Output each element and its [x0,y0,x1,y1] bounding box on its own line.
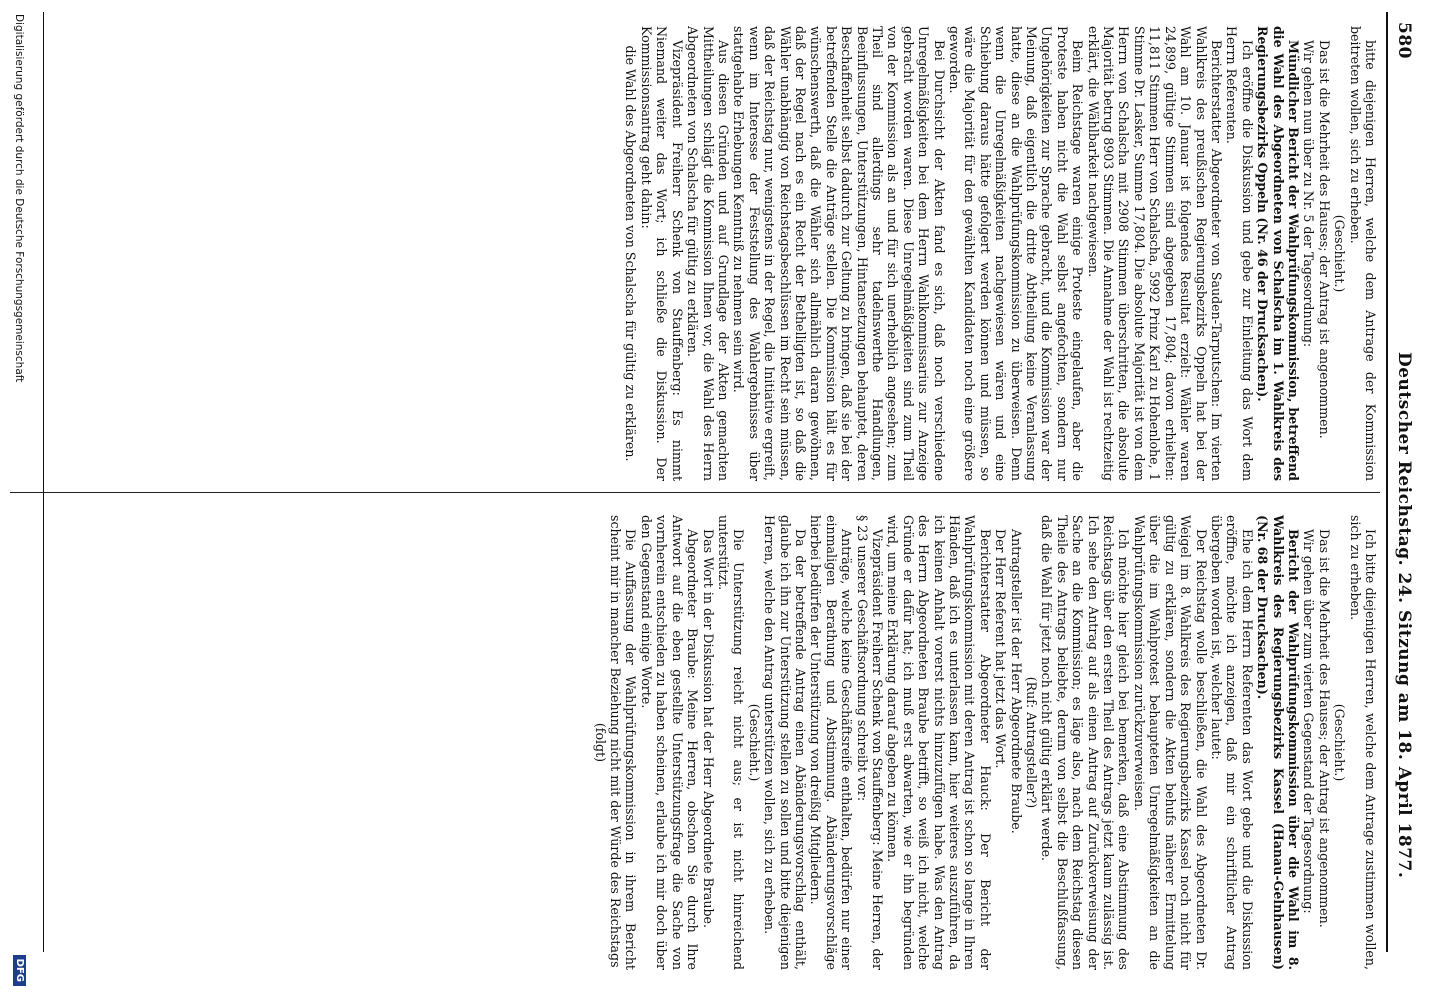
paragraph: Ehe ich dem Herrn Referenten das Wort gebe und die Diskussion eröffne, möchte ich anzeigen, daß mir ein schriftlicher Antrag übergeben worden ist, welcher lautet: [1208,515,1255,970]
paragraph: Wir gehen über zum vierten Gegenstand der Tagesordnung: [1301,529,1317,914]
centered-remark: (Geschieht.) [746,703,762,782]
centered-remark: (folgt) [592,722,608,763]
right-column [48,515,1378,970]
paragraph: Das ist die Mehrheit des Hauses; der Antrag ist angenommen. [1316,529,1332,928]
paragraph: Da der betreffende Antrag einen Abänderungsvorschlag enthält, glaube ich ihn zur Unterstützung stellen zu sollen und bitte diejenigen Herren, welche den Antrag unterstützen wollen, sich zu erheben. [762,515,808,970]
paragraph: Anträge, welche keine Geschäftsreife enthalten, bedürfen nur einer einmaligen Berathung und Abstimmung. Abänderungsvorschläge hierbei bedürfen der Unterstützung von dreißig Mitgliedern. [808,515,855,970]
page-header [1384,22,1424,922]
paragraph: Aus diesen Gründen und auf Grundlage der Akten gemachten Mittheilungen schlägt die Kommission Ihnen vor, die Wahl des Herrn Abgeordneten von Schalscha für gültig zu erklären. [685,26,731,481]
centered-remark: (Ruf: Antragsteller?) [1024,676,1040,809]
paragraph: bitte diejenigen Herren, welche dem Antrage der Kommission beitreten wollen, sich zu erheben. [1347,26,1378,481]
agenda-heading: Mündlicher Bericht der Wahlprüfungskommission, betreffend die Wahl des Abgeordneten von Schalscha im 1. Wahlkreis des Regierungsbezirks Oppeln (Nr. 46 der Drucksachen). [1255,26,1301,481]
left-column [48,26,1378,481]
paragraph: Berichterstatter Abgeordneter von Sauden-Tarputschen: Im vierten Wahlkreis des preußischen Regierungsbezirks Oppeln hat bei der Wahl am 10. Januar ist folgendes Resultat erzielt: Wähler waren 24,899, gültige Stimmen sind abgegeben 17,804; davon erhielten: 11,811 Stimmen Herr von Schalscha, 5992 Prinz Karl zu Hohenlohe, 1 Stimme Dr. Lasker, Summe 17,804. Die absolute Majorität ist von dem Herrn von Schalscha mit 2908 Stimmen überschritten, die absolute Majorität betrug 8903 Stimmen. Die Annahme der Wahl ist rechtzeitig erklärt, die Wählbarkeit nachgewiesen. [1085,26,1224,481]
footer-rule [43,12,44,952]
agenda-heading: Bericht der Wahlprüfungskommission über die Wahl im 8. Wahlkreis des Regierungsbezirks Kassel (Hanau-Gelnhausen) (Nr. 68 der Drucksachen). [1255,515,1301,970]
footer [13,0,26,1000]
paragraph: Antragsteller ist der Herr Abgeordnete Braube. [1008,529,1024,834]
paragraph: Die Unterstützung reicht nicht aus; er ist nicht hinreichend unterstützt. [715,515,747,970]
paragraph: Vizepräsident Freiherr Schenk von Stauffenberg: Meine Herren, der § 23 unserer Geschäftsordnung schreibt vor: [854,515,885,970]
paragraph: Berichterstatter Abgeordneter Hauck: Der Bericht der Wahlprüfungskommission mit deren Antrag ist schon so lange in Ihren Händen, daß ich es unterlassen kann, hier weiteres auszuführen, da ich keinen Anhalt vorerst nichts hinzuzufügen habe. Was den Antrag des Herrn Abgeordneten Braube betrifft, so weiß ich nicht, welche Gründe er dafür hat; ich muß erst abwarten, wie er ihn begründen wird, um meine Erklärung darauf abgeben zu können. [885,515,993,970]
paragraph: Das Wort in der Diskussion hat der Herr Abgeordnete Braube. [700,529,716,929]
paragraph: Abgeordneter Braube: Meine Herren, obschon Sie durch Ihre Antwort auf die eben gestellte Unterstützungsfrage die Sache von vornherein entschieden zu haben scheinen, erlaube ich mir doch über den Gegenstand einige Worte. [638,515,701,970]
centered-remark: die Wahl des Abgeordneten von Schalscha für gültig zu erklären. [623,45,639,462]
paragraph: Beim Reichstage waren einige Proteste eingelaufen, aber die Proteste haben nicht die Wahl selbst angefochten, sondern nur Ungehörigkeiten zur Sprache gebracht, und die Kommission war der Meinung, daß eigentlich die dritte Abtheilung keine Veranlassung hatte, diese an die Wahlprüfungskommission zu überweisen. Denn wenn die Unregelmäßigkeiten nachgewiesen wären und eine Schiebung daraus hätte gefolgert werden können und müssen, so wäre die Majorität für den gewählten Kandidaten noch eine größere geworden. [947,26,1086,481]
column-divider [10,492,1380,493]
centered-remark: (Geschieht.) [1332,703,1348,782]
centered-remark: (Geschieht.) [1332,214,1348,293]
paragraph: Der Herr Referent hat jetzt das Wort. [993,529,1009,769]
dfg-logo: DFG [13,955,26,986]
paragraph: Die Auffassung der Wahlprüfungskommission in ihrem Bericht scheint mir in mancher Beziehung nicht mit der Würde des Reichstags [608,515,639,970]
paragraph: Bei Durchsicht der Akten fand es sich, daß noch verschiedene Unregelmäßigkeiten bei dem Herrn Wahlkommissarius zur Anzeige gebracht worden waren. Diese Unregelmäßigkeiten sind zum Theil von der Kommission als an und für sich unerheblich angesehen; zum Theil sind allerdings sehr tadelnswerthe Handlungen, Beeinflussungen, Unterstützungen, Hintansetzungen behauptet, deren Beschaffenheit selbst dadurch zur Geltung zu bringen, daß sie bei der betreffenden Stelle die Anträge stellen. Die Kommission hält es für wünschenswerth, daß die Wähler sich allmählich daran gewöhnen, daß der Regel nach es ein Recht der Bethelligten ist, so daß die Wähler unabhängig von Reichstagsbeschlüssen im Recht sein müssen, daß der Reichstag nur, wenigstens in der Regel, die Initiative ergreift, wenn im Interesse der Feststellung des Wahlergebnisses über stattgehabte Erhebungen Kenntniß zu nehmen sein wird. [731,26,947,481]
page-number: 580 [1394,22,1414,59]
paragraph: Ich möchte hier gleich bei bemerken, daß eine Abstimmung des Reichstags über den ersten Theil des Antrags jetzt kaum zulässig ist. Ich sehe den Antrag auf als einen Antrag auf Zurückverweisung der Sache an die Kommission; es läge also, nach dem Reichstag diesen Theile des Antrags beliebte, derum von selbst die Beschlußfassung, daß die Wahl für jetzt noch nicht gültig erklärt werde. [1039,515,1132,970]
page-title: Deutscher Reichstag. 24. Sitzung am 18. April 1877. [1394,352,1414,879]
paragraph: Ich bitte diejenigen Herren, welche dem Antrage zustimmen wollen, sich zu erheben. [1347,515,1378,970]
paragraph: Der Reichstag wolle beschließen, die Wahl des Abgeordneten Dr. Weigel im 8. Wahlkreis des Regierungsbezirks Kassel noch nicht für gültig zu erklären, sondern die Akten behufs näherer Ermittelung über die im Wahlprotest behaupteten Unregelmäßigkeiten an die Wahlprüfungskommission zurückzuverweisen. [1131,515,1209,970]
footer-credit: Digitalisierung gefördert durch die Deutsche Forschungsgemeinschaft [13,14,26,383]
header-rule [1386,12,1388,952]
paragraph: Das ist die Mehrheit des Hauses; der Antrag ist angenommen. [1316,40,1332,439]
paragraph: Wir gehen nun über zu Nr. 5 der Tagesordnung: [1301,40,1317,348]
paragraph: Vizepräsident Freiherr Schenk von Stauffenberg: Es nimmt Niemand weiter das Wort; ich schließe die Diskussion. Der Kommissionsantrag geht dahin: [638,26,685,481]
paragraph: Ich eröffne die Diskussion und gebe zur Einleitung das Wort dem Herrn Referenten. [1224,26,1255,481]
